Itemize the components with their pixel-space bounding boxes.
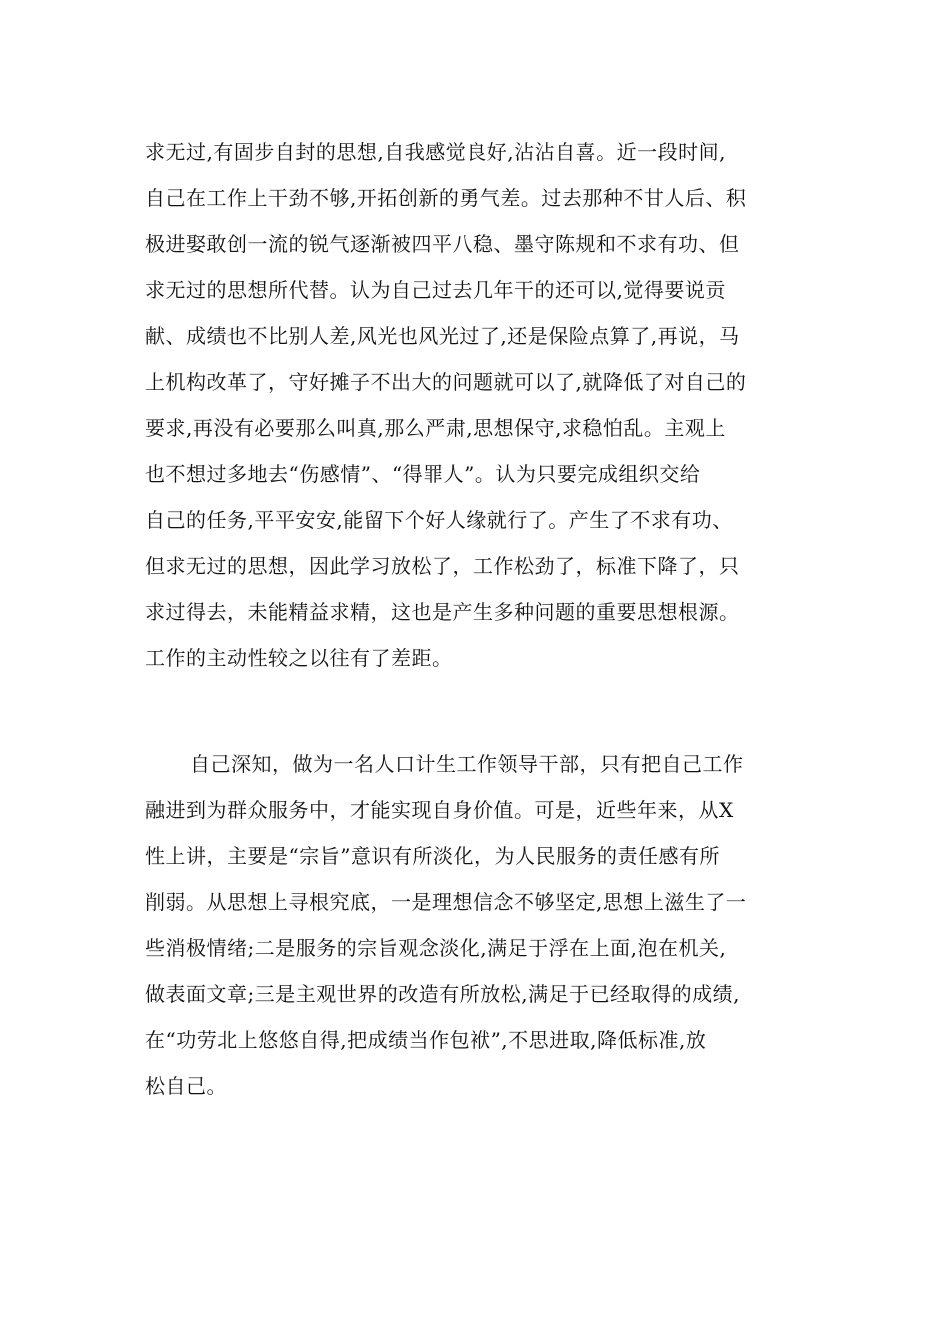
text-line: 自己在工作上干劲不够,开拓创新的勇气差。过去那种不甘人后、积 [145, 186, 747, 210]
text-line: 求无过,有固步自封的思想,自我感觉良好,沾沾自喜。近一段时间, [145, 140, 726, 164]
text-line: 但求无过的思想，因此学习放松了，工作松劲了，标准下降了，只 [145, 554, 740, 578]
text-line: 松自己。 [145, 1074, 227, 1098]
text-line: 些消极情绪;二是服务的宗旨观念淡化,满足于浮在上面,泡在机关, [145, 936, 727, 960]
text-line: 融进到为群众服务中，才能实现自身价值。可是，近些年来，从X [145, 798, 734, 822]
text-line: 也不想过多地去“伤感情”、“得罪人”。认为只要完成组织交给 [145, 462, 701, 486]
text-line: 做表面文章;三是主观世界的改造有所放松,满足于已经取得的成绩, [145, 982, 740, 1006]
text-line: 在“功劳北上悠悠自得,把成绩当作包袱”,不思进取,降低标准,放 [145, 1028, 707, 1052]
text-line: 自己的任务,平平安安,能留下个好人缘就行了。产生了不求有功、 [145, 508, 733, 532]
text-line: 工作的主动性较之以往有了差距。 [145, 646, 453, 670]
text-line: 极进娶敢创一流的锐气逐渐被四平八稳、墨守陈规和不求有功、但 [145, 232, 740, 256]
text-line: 献、成绩也不比别人差,风光也风光过了,还是保险点算了,再说，马 [145, 324, 740, 348]
text-line: 自己深知，做为一名人口计生工作领导干部，只有把自己工作 [190, 752, 744, 776]
text-line: 削弱。从思想上寻根究底，一是理想信念不够坚定,思想上滋生了一 [145, 890, 747, 914]
text-line: 求过得去，未能精益求精，这也是产生多种问题的重要思想根源。 [145, 600, 740, 624]
text-line: 上机构改革了，守好摊子不出大的问题就可以了,就降低了对自己的 [145, 370, 747, 394]
text-line: 求无过的思想所代替。认为自己过去几年干的还可以,觉得要说贡 [145, 278, 726, 302]
text-line: 要求,再没有必要那么叫真,那么严肃,思想保守,求稳怕乱。主观上 [145, 416, 726, 440]
text-line: 性上讲，主要是“宗旨”意识有所淡化，为人民服务的责任感有所 [145, 844, 720, 868]
